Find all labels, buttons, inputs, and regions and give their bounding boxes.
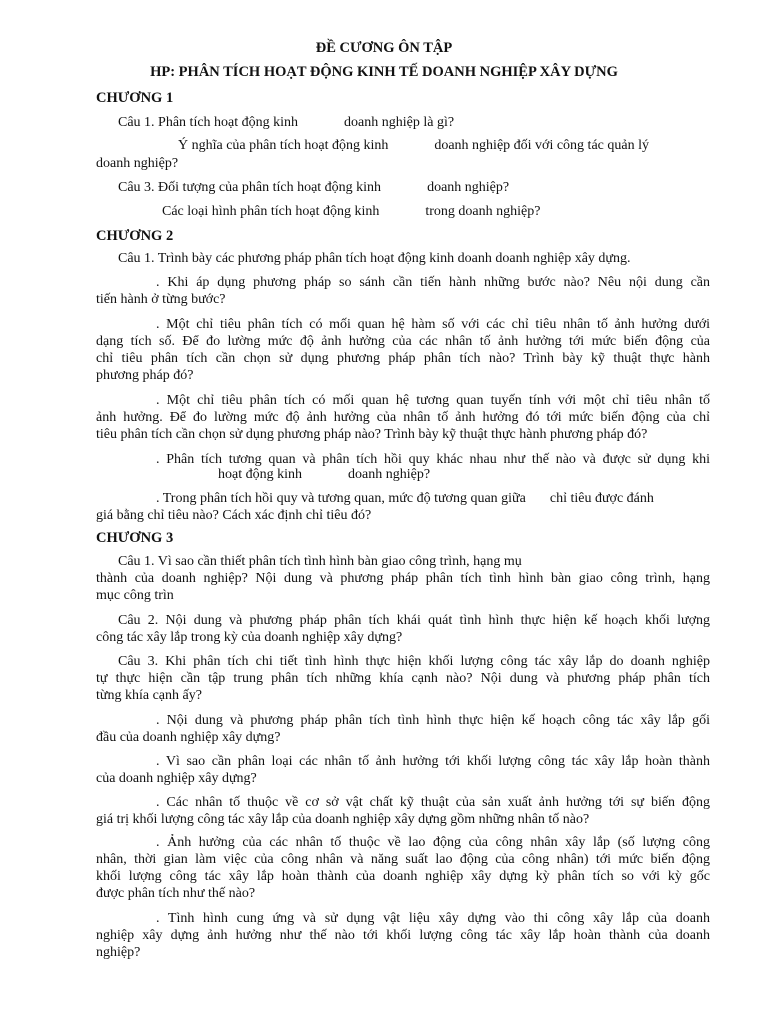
ch1-q4-part-b: trong doanh nghiệp? [425, 204, 541, 219]
ch1-q2-part-b: doanh nghiệp đối với công tác quản lý [434, 138, 649, 153]
ch1-q2-line2: doanh nghiệp? [96, 156, 179, 171]
ch1-q4-part-a: Các loại hình phân tích hoạt động kinh [162, 204, 380, 219]
ch3-q1-line1: Câu 1. Vì sao cần thiết phân tích tình hình bàn giao công trình, hạng mụ [118, 554, 522, 569]
ch1-q1 [118, 114, 454, 131]
ch1-q3-part-b: doanh nghiệp? [427, 180, 510, 195]
ch1-q2-part-a: Ý nghĩa của phân tích hoạt động kinh [178, 138, 389, 153]
ch3-q5-line1: . Vì sao cần phân loại các nhân tố ảnh hưởng tới khối lượng công tác xây lắp hoàn thành [156, 754, 710, 769]
ch2-q5-part-b: hoạt động kinh [218, 467, 302, 482]
ch3-q1-line2: thành của doanh nghiệp? Nội dung và phương pháp phân tích tình hình bàn giao công trình, hạng [96, 571, 710, 586]
ch3-q7-line1: . Ảnh hưởng của các nhân tố thuộc về lao động của công nhân xây lắp (số lượng công [156, 835, 710, 850]
ch3-q6-line1: . Các nhân tố thuộc về cơ sở vật chất kỹ thuật của sản xuất ảnh hưởng tới sự biến động [156, 795, 710, 810]
ch2-q4-line1: . Một chỉ tiêu phân tích có mối quan hệ tương quan tuyến tính với một chỉ tiêu nhân tố [156, 393, 710, 408]
ch1-q4 [162, 203, 540, 220]
ch2-q3-line1: . Một chỉ tiêu phân tích có mối quan hệ hàm số với các chỉ tiêu nhân tố ảnh hưởng dưới [156, 317, 710, 332]
ch3-q8-line2: nghiệp xây dựng ảnh hưởng như thế nào tới khối lượng công tác xây lắp hoàn thành của doanh [96, 928, 710, 943]
ch2-q4-line3: tiêu phân tích cần chọn sử dụng phương pháp nào? Trình bày kỹ thuật thực hành phương pháp đó? [96, 427, 648, 442]
ch2-q5-line1: . Phân tích tương quan và phân tích hồi quy khác nhau như thế nào và được sử dụng khi [156, 452, 710, 467]
ch3-q3-line3: từng khía cạnh ấy? [96, 688, 202, 703]
ch3-q4-line1: . Nội dung và phương pháp phân tích tình hình thực hiện kế hoạch công tác xây lắp gối [156, 713, 710, 728]
ch3-q1-line3: mục công trìn [96, 588, 174, 603]
ch2-q3-line4: phương pháp đó? [96, 368, 194, 383]
ch3-q8-line3: nghiệp? [96, 945, 141, 960]
ch3-q2-line1: Câu 2. Nội dung và phương pháp phân tích khái quát tình hình thực hiện kế hoạch khối lượng [118, 613, 710, 628]
ch3-q7-line2: nhân, thời gian làm việc của công nhân và năng suất lao động của công nhân) tới mức biến động [96, 852, 710, 867]
ch3-q3-line2: tự thực hiện cần tập trung phân tích những khía cạnh nào? Nội dung và phương pháp phân tích [96, 671, 710, 686]
ch2-q6-part-a: . Trong phân tích hồi quy và tương quan, mức độ tương quan giữa [156, 491, 526, 506]
ch3-q3-line1: Câu 3. Khi phân tích chi tiết tình hình thực hiện khối lượng công tác xây lắp do doanh nghiệp [118, 654, 710, 669]
chapter-3-heading: CHƯƠNG 3 [96, 530, 174, 546]
ch1-q2-line1 [178, 137, 649, 154]
ch2-q5-line2 [218, 466, 430, 483]
ch2-q5-part-c: doanh nghiệp? [348, 467, 431, 482]
ch2-q2-line1: . Khi áp dụng phương pháp so sánh cần tiến hành những bước nào? Nêu nội dung cần [156, 275, 710, 290]
document-title: ĐỀ CƯƠNG ÔN TẬP [315, 40, 453, 56]
ch1-q1-part-b: doanh nghiệp là gì? [344, 115, 455, 130]
ch2-q4-line2: ảnh hưởng. Để đo lường mức độ ảnh hưởng của nhân tố ảnh hưởng đó tới mức biến động của chỉ [96, 410, 710, 425]
ch2-q3-line2: dạng tích số. Để đo lường mức độ ảnh hưởng của các nhân tố ảnh hưởng tới mức biến động của [96, 334, 710, 349]
document-subtitle: HP: PHÂN TÍCH HOẠT ĐỘNG KINH TẾ DOANH NGHIỆP XÂY DỰNG [150, 64, 618, 80]
ch3-q6-line2: giá trị khối lượng công tác xây lắp của doanh nghiệp xây dựng gồm những nhân tố nào? [96, 812, 590, 827]
ch1-q3-part-a: Câu 3. Đối tượng của phân tích hoạt động kinh [118, 180, 382, 195]
ch2-q1: Câu 1. Trình bày các phương pháp phân tích hoạt động kinh doanh doanh nghiệp xây dựng. [118, 251, 631, 266]
ch3-q7-line3: khối lượng công tác xây lắp hoàn thành của doanh nghiệp xây dựng kỳ phân tích so với kỳ gốc [96, 869, 710, 884]
ch2-q2-line2: tiến hành ở từng bước? [96, 292, 226, 307]
ch3-q5-line2: của doanh nghiệp xây dựng? [96, 771, 257, 786]
ch1-q3 [118, 179, 509, 196]
ch3-q2-line2: công tác xây lắp trong kỳ của doanh nghiệp xây dựng? [96, 630, 403, 645]
ch3-q8-line1: . Tình hình cung ứng và sử dụng vật liệu xây dựng vào thi công xây lắp của doanh [156, 911, 710, 926]
ch2-q6-part-b: chỉ tiêu được đánh [549, 491, 654, 506]
ch2-q6-line2: giá bằng chỉ tiêu nào? Cách xác định chỉ tiêu đó? [96, 508, 372, 523]
ch3-q7-line4: được phân tích như thế nào? [96, 886, 256, 901]
chapter-2-heading: CHƯƠNG 2 [96, 228, 174, 244]
ch2-q3-line3: chỉ tiêu phân tích cần chọn sử dụng phương pháp phân tích nào? Trình bày kỹ thuật thực hành [96, 351, 710, 366]
ch2-q6-line1 [156, 490, 654, 507]
ch1-q1-part-a: Câu 1. Phân tích hoạt động kinh [118, 115, 299, 130]
ch3-q4-line2: đầu của doanh nghiệp xây dựng? [96, 730, 281, 745]
chapter-1-heading: CHƯƠNG 1 [96, 90, 174, 106]
